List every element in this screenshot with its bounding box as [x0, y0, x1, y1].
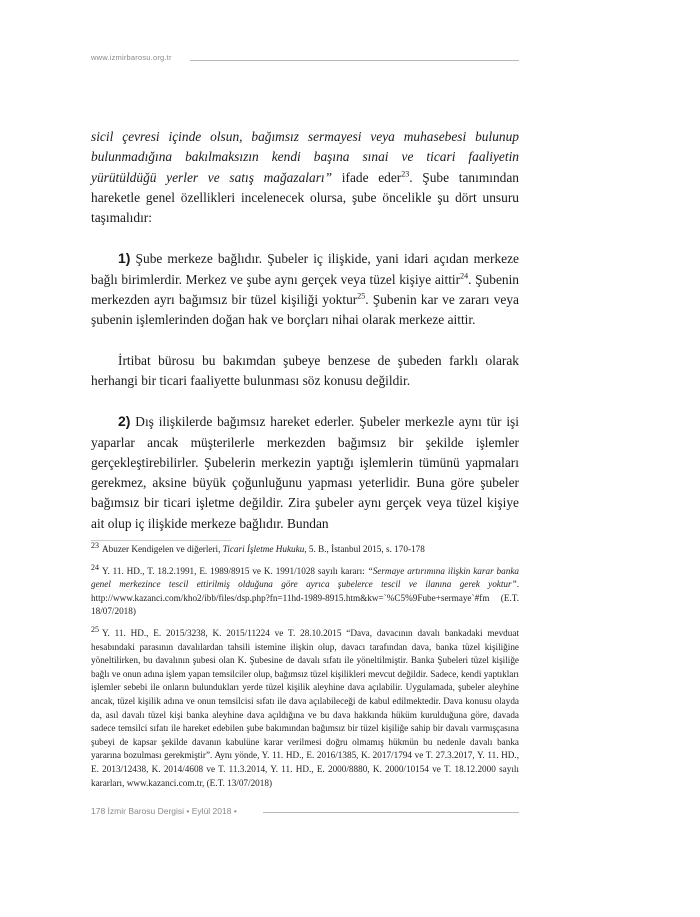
item-number-2: 2)	[118, 413, 131, 430]
footnote-23-a: Abuzer Kendigelen ve diğerleri,	[102, 544, 223, 554]
footnote-23-title: Ticari İşletme Hukuku	[222, 544, 305, 554]
paragraph-2	[91, 248, 519, 330]
footnote-ref-24: 24	[460, 271, 469, 281]
footnote-24-quote: “Sermaye artırımına ilişkin karar banka genel merkezince tescil ettirilmiş olduğuna göre ayrıca şubelerce tescil ve ilanına gerek yoktur”	[91, 565, 519, 590]
footer-rule	[263, 812, 519, 813]
paragraph-1-quote: sicil çevresi içinde olsun, bağımsız sermayesi veya muhasebesi bulunup bulunmadığına bakılmaksızın kendi başına sınai ve ticari faaliyetin yürütüldüğü yerler ve satış mağazaları”	[91, 129, 519, 185]
header-rule	[190, 60, 519, 61]
footnote-ref-23: 23	[401, 169, 410, 179]
paragraph-1-end: . Şube tanımından hareketle genel özellikleri incelenecek olursa, şube öncelikle şu dört unsuru taşımalıdır:	[91, 169, 519, 226]
paragraph-2-b: . Şubenin merkezden ayrı bağımsız bir tüzel kişiliği yoktur	[91, 271, 519, 308]
header-url: www.izmirbarosu.org.tr	[91, 53, 172, 62]
body-text	[91, 127, 519, 534]
footnote-25	[91, 624, 519, 790]
footnote-24	[91, 562, 519, 619]
footnote-number: 24	[91, 562, 99, 572]
footnote-24-a: Y. 11. HD., T. 18.2.1991, E. 1989/8915 ve K. 1991/1028 sayılı kararı:	[102, 565, 368, 576]
footnote-23-b: , 5. B., İstanbul 2015, s. 170-178	[304, 544, 425, 554]
paragraph-1	[91, 127, 519, 228]
paragraph-1-mid: ifade eder	[332, 169, 402, 185]
footnote-23	[91, 540, 519, 557]
footer-page-info: 178 İzmir Barosu Dergisi • Eylül 2018 •	[91, 806, 237, 816]
footnote-24-b: . http://www.kazanci.com/kho2/ibb/files/dsp.php?fn=11hd-1989-8915.htm&kw=`%C5%9Fube+sermaye`#fm (E.T. 18/07/2018)	[91, 579, 519, 617]
paragraph-2-a: Şube merkeze bağlıdır. Şubeler iç ilişkide, yani idari açıdan merkeze bağlı birimlerdir. Merkez ve şube aynı gerçek veya tüzel kişiye aittir	[91, 251, 519, 287]
paragraph-4-text: Dış ilişkilerde bağımsız hareket ederler. Şubeler merkezle aynı tür işi yaparlar ancak müşterilerle merkezden bağımsız bir şekilde işlemler gerçekleştirebilirler. Şubelerin merkezin yaptığı işlemlerin tümünü yapmaları gerekmez, aksine büyük çoğunluğunu yapması yeterlidir. Buna göre şubeler bağımsız bir ticari işletme değildir. Zira şubeler aynı gerçek veya tüzel kişiye ait olup iç ilişkide merkeze bağlıdır. Bundan	[91, 414, 519, 531]
footnote-25-text: Y. 11. HD., E. 2015/3238, K. 2015/11224 ve T. 28.10.2015 “Dava, davacının davalı bankadaki mevduat hesabındaki parasının davalılardan tahsili istemine ilişkin olup, davacı tarafından dava, banka tüzel kişiliğine yöneltilirken, bu davalının şubesi olan K. Şubesine de davalı sıfatı ile yöneltilmiştir. Banka Şubeleri tüzel kişiliğe bağlı ve onun adına işlem yapan temsilciler olup, bağımsız tüzel kişilikleri mevcut değildir. Sadece, kendi yaptıkları işlemler sebebi ile onların bulundukları yerde tüzel kişilik aleyhine dava açılabilir. Uygulamada, şubeler aleyhine ancak, tüzel kişilik adına ve onun temsilcisi sıfatı ile dava açılabileceği de kabul edilmektedir. Dava konusu olayda da, asıl davalı tüzel kişi banka aleyhine dava açıldığına ve bu dava hakkında hüküm kurulduğuna göre, davada sadece temsilci sıfatı ile hareket edebilen şube bakımından bağımsız bir tüzel kişiliğe sahip bir davalı varmışçasına şubeyi de kapsar şekilde davanın kabulüne karar verilmesi doğru olmamış hükmün bu nedenle davalı banka yararına bozulması gerekmiştir”. Aynı yönde, Y. 11. HD., E. 2016/1385, K. 2017/1794 ve T. 27.3.2017, Y. 11. HD., E. 2013/12438, K. 2014/4608 ve T. 11.3.2014, Y. 11. HD., E. 2000/8880, K. 2000/10154 ve T. 18.12.2000 sayılı kararları, www.kazanci.com.tr, (E.T. 13/07/2018)	[91, 627, 519, 788]
footnote-ref-25: 25	[357, 291, 366, 301]
footnotes	[91, 540, 519, 798]
footnote-number: 23	[91, 540, 99, 550]
footnote-number: 25	[91, 624, 99, 634]
item-number-1: 1)	[118, 250, 131, 267]
paragraph-3: İrtibat bürosu bu bakımdan şubeye benzese de şubeden farklı olarak herhangi bir ticari faaliyette bulunması söz konusu değildir.	[91, 352, 519, 388]
paragraph-4	[91, 411, 519, 534]
footnote-rule	[91, 540, 231, 541]
paragraph-2-c: . Şubenin kar ve zararı veya şubenin işlemlerinden doğan hak ve borçları nihai olarak merkeze aittir.	[91, 292, 519, 328]
